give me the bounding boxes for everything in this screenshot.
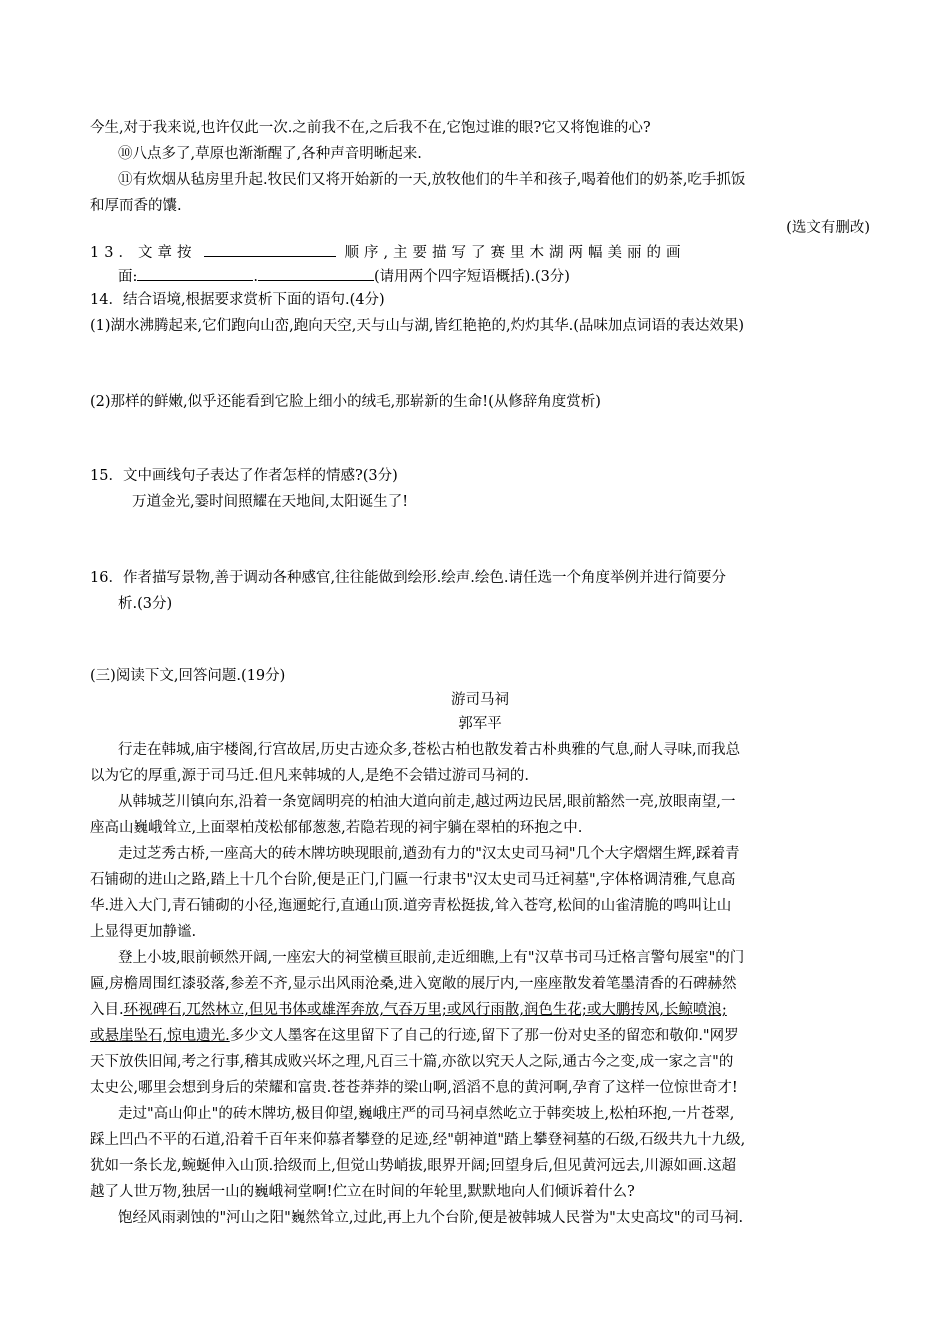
article-line-7: 华.进入大门,青石铺砌的小径,迤逦蛇行,直通山顶.道旁青松挺拔,耸入苍穹,松间的山雀清脆的鸣叫让山	[90, 898, 732, 914]
question-16-b: 析.(3分)	[118, 596, 173, 612]
article-line-1: 行走在韩城,庙宇楼阁,行宫故居,历史古迹众多,苍松古柏也散发着古朴典雅的气息,耐人寻味,而我总	[118, 742, 741, 758]
article-line-14: 太史公,哪里会想到身后的荣耀和富贵.苍苍莽莽的梁山啊,滔滔不息的黄河啊,孕育了这样一位惊世奇才!	[90, 1080, 738, 1096]
underlined-sentence: 环视碑石,兀然林立,但见书体或雄浑奔放,气吞万里;或风行雨散,润色生花;或大鹏抟风,长鲸喷浪;	[123, 1002, 727, 1018]
question-16-a: 16．作者描写景物,善于调动各种感官,往往能做到绘形.绘声.绘色.请任选一个角度举例并进行简要分	[90, 570, 726, 586]
passage-paragraph-10: ⑩八点多了,草原也渐渐醒了,各种声音明晰起来.	[118, 146, 422, 162]
article-author: 郭军平	[458, 716, 502, 732]
question-13-line1	[90, 240, 870, 265]
article-line-11	[90, 998, 870, 1022]
passage-paragraph-11-a: ⑪有炊烟从毡房里升起.牧民们又将开始新的一天,放牧他们的牛羊和孩子,喝着他们的奶茶,吃手抓饭	[118, 172, 746, 188]
q13-suffix: (请用两个四字短语概括).(3分)	[374, 269, 570, 285]
q13-answer-blank-3[interactable]	[258, 264, 374, 281]
q13-answer-blank-2[interactable]	[137, 264, 253, 281]
article-text: 入目.	[90, 1002, 124, 1018]
q13-sep: .	[253, 269, 258, 285]
article-line-17: 犹如一条长龙,蜿蜒伸入山顶.拾级而上,但觉山势峭拔,眼界开阔;回望身后,但见黄河远去,川源如画.这超	[90, 1158, 737, 1174]
question-15: 15．文中画线句子表达了作者怎样的情感?(3分)	[90, 468, 398, 484]
question-14-1: (1)湖水沸腾起来,它们跑向山峦,跑向天空,天与山与湖,皆红艳艳的,灼灼其华.(品味加点词语的表达效果)	[90, 318, 745, 334]
q13-prefix: 13．文章按	[90, 245, 197, 261]
article-line-16: 踩上凹凸不平的石道,沿着千百年来仰慕者攀登的足迹,经"朝神道"踏上攀登祠墓的石级,石级共九十九级,	[90, 1132, 746, 1148]
question-15-quote: 万道金光,霎时间照耀在天地间,太阳诞生了!	[132, 494, 409, 510]
passage-paragraph-11-b: 和厚而香的馕.	[90, 198, 182, 214]
underlined-sentence-end: 或悬崖坠石,惊电遗光.	[90, 1028, 230, 1044]
source-note: (选文有删改)	[786, 220, 870, 236]
section-3-header: (三)阅读下文,回答问题.(19分)	[90, 668, 286, 684]
article-line-6: 石铺砌的进山之路,踏上十几个台阶,便是正门,门匾一行隶书"汉太史司马迁祠墓",字体格调清雅,气息高	[90, 872, 736, 888]
article-title: 游司马祠	[451, 692, 509, 708]
q13-middle: 顺序,主要描写了赛里木湖两幅美丽的画	[344, 245, 686, 261]
article-text: 多少文人墨客在这里留下了自己的行迹,留下了那一份对史圣的留恋和敬仰."网罗	[229, 1028, 739, 1044]
question-13-line2	[118, 264, 898, 289]
q13-answer-blank-1[interactable]	[204, 240, 336, 257]
article-line-18: 越了人世万物,独居一山的巍峨祠堂啊!伫立在时间的年轮里,默默地向人们倾诉着什么?	[90, 1184, 635, 1200]
article-line-9: 登上小坡,眼前顿然开阔,一座宏大的祠堂横亘眼前,走近细瞧,上有"汉草书司马迁格言警句展室"的门	[118, 950, 745, 966]
article-line-15: 走过"高山仰止"的砖木牌坊,极目仰望,巍峨庄严的司马祠卓然屹立于韩奕坡上,松柏环抱,一片苍翠,	[118, 1106, 735, 1122]
question-14-2: (2)那样的鲜嫩,似乎还能看到它脸上细小的绒毛,那崭新的生命!(从修辞角度赏析)	[90, 394, 601, 410]
article-line-8: 上显得更加静谧.	[90, 924, 197, 940]
question-14: 14．结合语境,根据要求赏析下面的语句.(4分)	[90, 292, 385, 308]
article-line-19: 饱经风雨剥蚀的"河山之阳"巍然耸立,过此,再上九个台阶,便是被韩城人民誉为"太史高坟"的司马祠.	[118, 1210, 744, 1226]
article-line-12	[90, 1024, 870, 1048]
article-line-5: 走过芝秀古桥,一座高大的砖木牌坊映现眼前,遒劲有力的"汉太史司马祠"几个大字熠熠生辉,踩着青	[118, 846, 740, 862]
article-line-3: 从韩城芝川镇向东,沿着一条宽阔明亮的柏油大道向前走,越过两边民居,眼前豁然一亮,放眼南望,一	[118, 794, 736, 810]
article-line-2: 以为它的厚重,源于司马迁.但凡来韩城的人,是绝不会错过游司马祠的.	[90, 768, 529, 784]
article-line-13: 天下放佚旧闻,考之行事,稽其成败兴坏之理,凡百三十篇,亦欲以究天人之际,通古今之变,成一家之言"的	[90, 1054, 734, 1070]
q13-label: 面:	[118, 269, 138, 285]
article-line-4: 座高山巍峨耸立,上面翠柏茂松郁郁葱葱,若隐若现的祠宇躺在翠柏的环抱之中.	[90, 820, 583, 836]
passage-line-end: 今生,对于我来说,也许仅此一次.之前我不在,之后我不在,它饱过谁的眼?它又将饱谁的心?	[90, 120, 651, 136]
article-line-10: 匾,房檐周围红漆驳落,参差不齐,显示出风雨沧桑,进入宽敞的展厅内,一座座散发着笔墨清香的石碑赫然	[90, 976, 737, 992]
